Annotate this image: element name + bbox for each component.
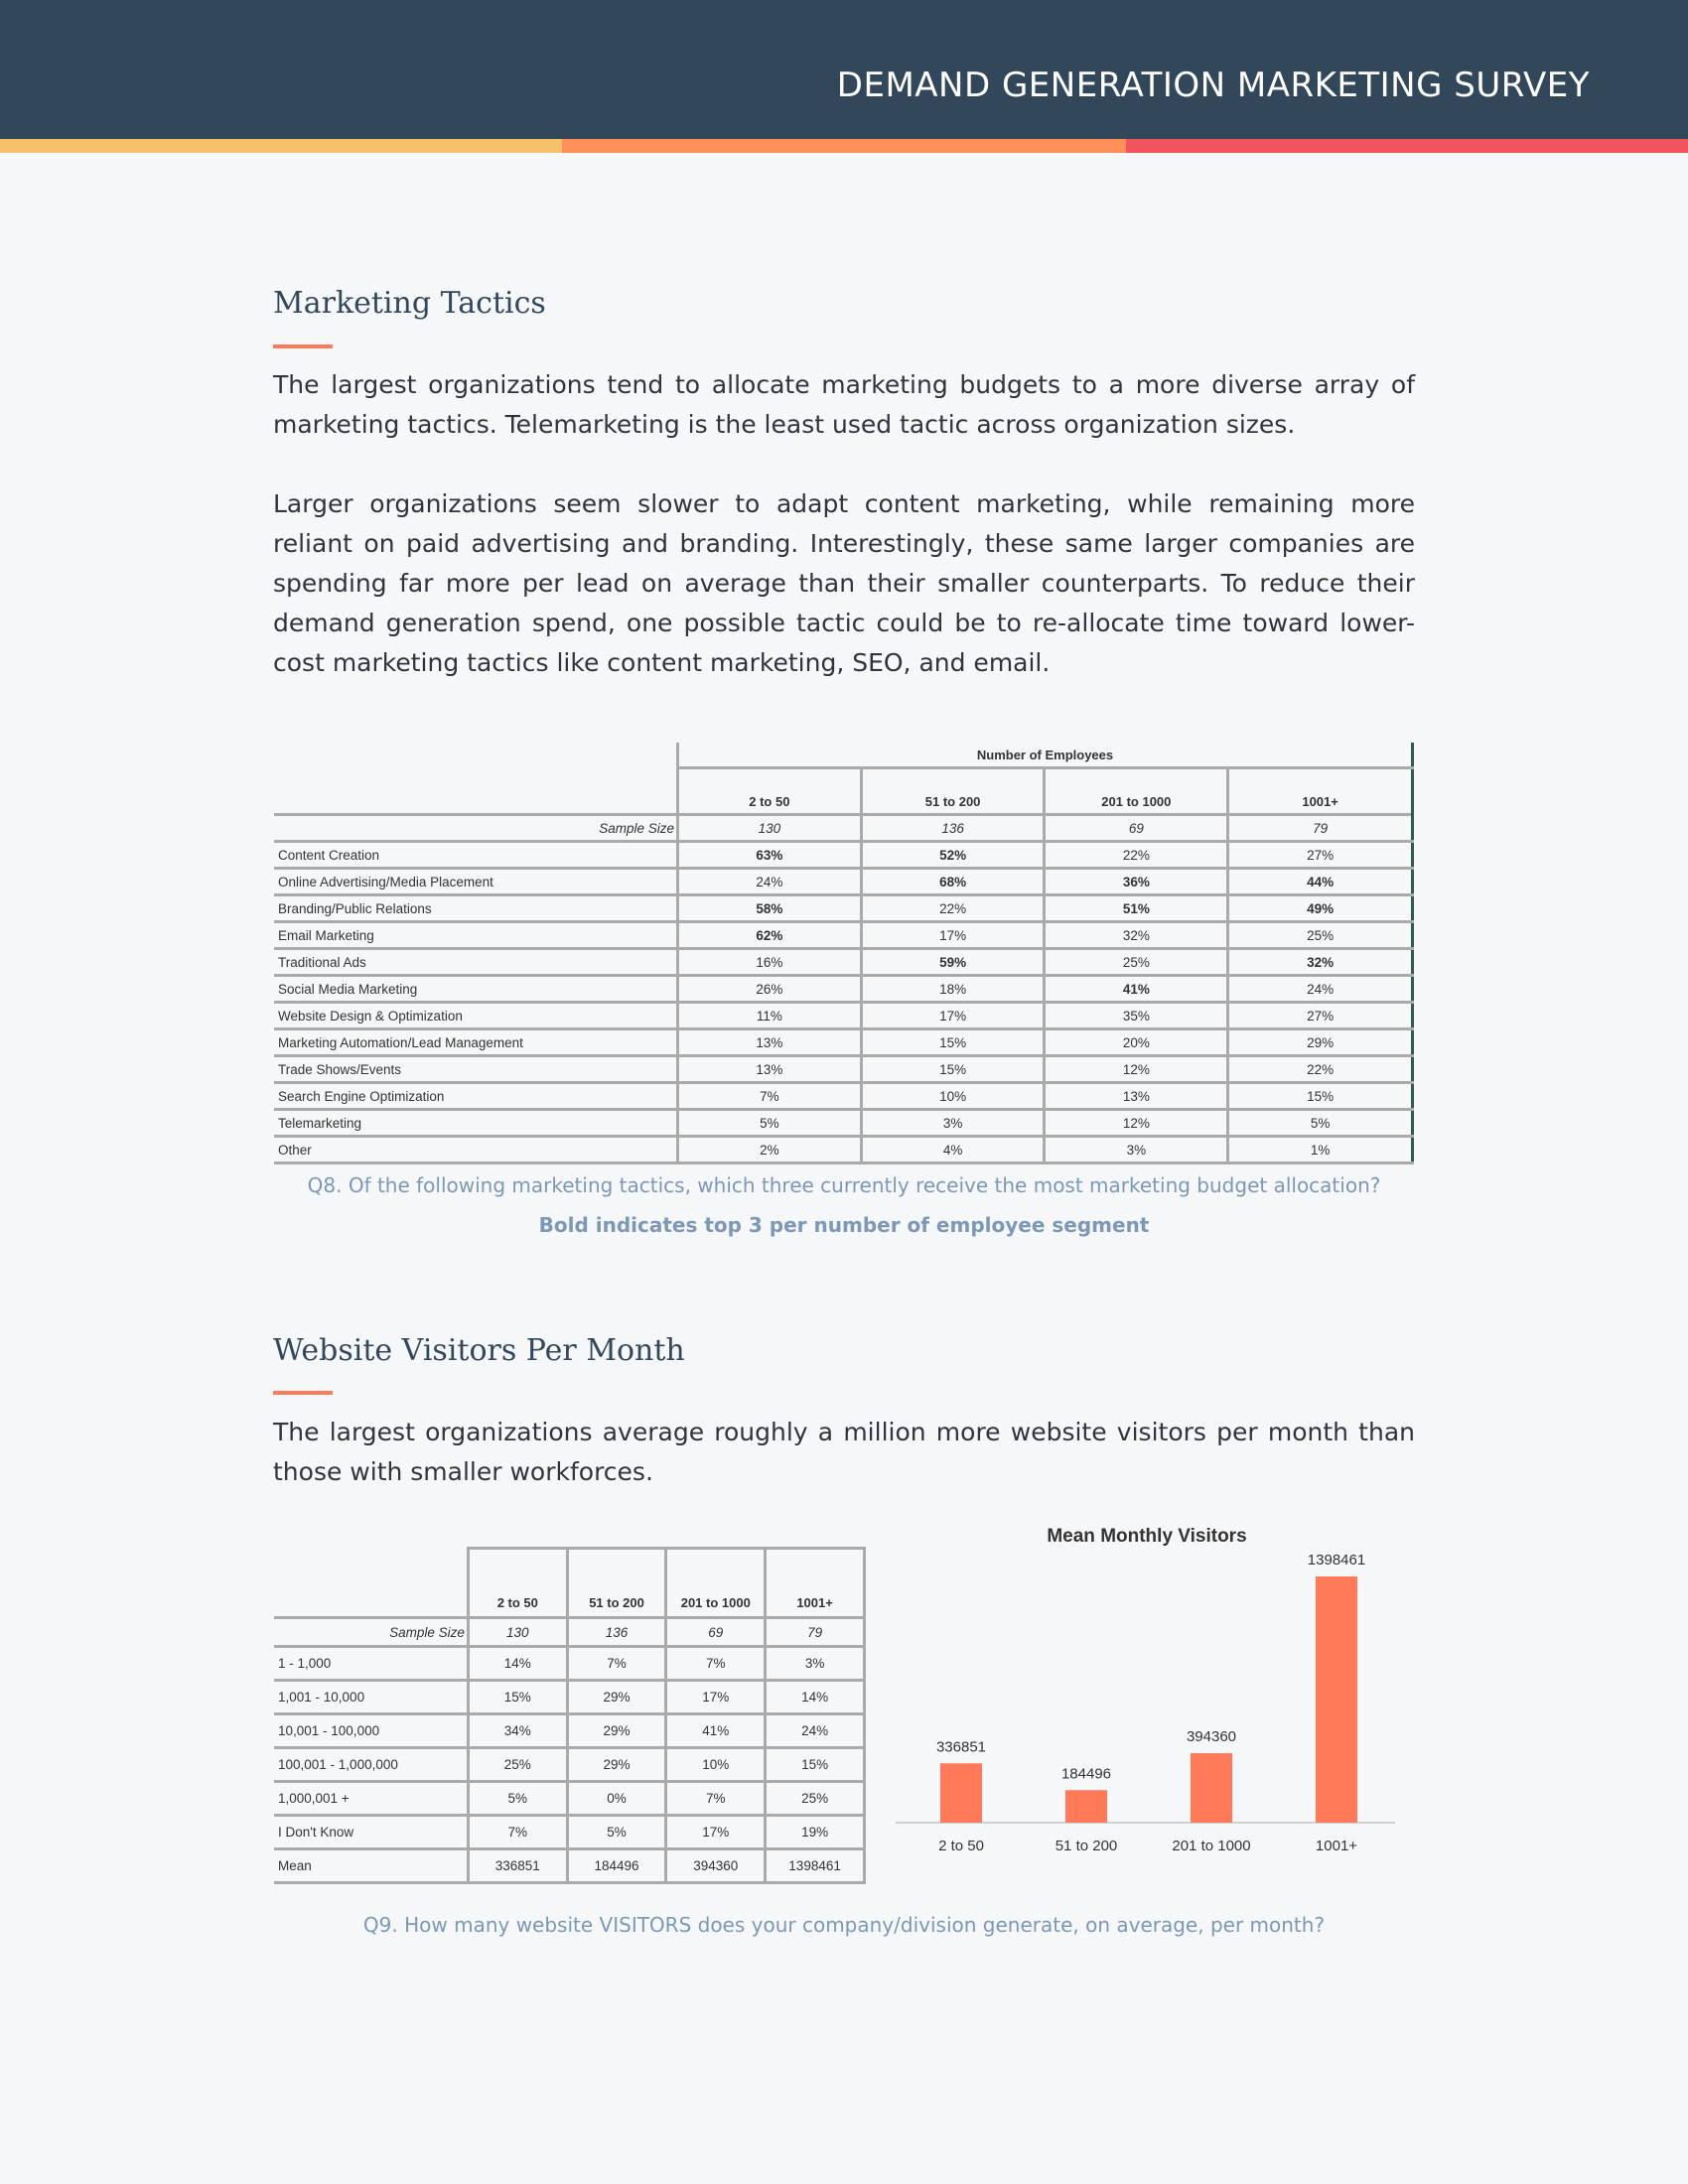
value-cell: 59%: [861, 949, 1045, 976]
row-label: 1 - 1,000: [274, 1647, 468, 1681]
value-cell: 36%: [1045, 869, 1228, 895]
section-rule: [273, 1391, 333, 1395]
value-cell: 184496: [567, 1849, 666, 1883]
value-cell: 63%: [678, 842, 862, 869]
value-cell: 2%: [678, 1137, 862, 1163]
value-cell: 41%: [666, 1714, 766, 1748]
section-title-website-visitors: Website Visitors Per Month: [273, 1333, 685, 1368]
accent-stripe-orange: [562, 139, 1126, 153]
table-note: Bold indicates top 3 per number of employee segment: [538, 1213, 1150, 1237]
value-cell: 5%: [1228, 1110, 1413, 1137]
value-cell: 41%: [1045, 976, 1228, 1003]
value-cell: 7%: [666, 1782, 766, 1816]
row-label: 1,000,001 +: [274, 1782, 468, 1816]
chart-data-label: 1398461: [1307, 1552, 1366, 1569]
value-cell: 12%: [1045, 1056, 1228, 1083]
column-header: 51 to 200: [861, 768, 1045, 815]
value-cell: 14%: [766, 1681, 865, 1714]
value-cell: 15%: [861, 1029, 1045, 1056]
column-header: 201 to 1000: [1045, 768, 1228, 815]
value-cell: 7%: [567, 1647, 666, 1681]
table-row: [274, 1056, 1413, 1083]
value-cell: 17%: [666, 1681, 766, 1714]
value-cell: 25%: [468, 1748, 567, 1782]
section-paragraph: The largest organizations tend to allocate marketing budgets to a more diverse array of marketing tactics. Telemarketing is the least used tactic across organization sizes.: [273, 370, 1415, 439]
chart-tick-label: 51 to 200: [1055, 1838, 1118, 1854]
value-cell: 5%: [468, 1782, 567, 1816]
row-label: Telemarketing: [274, 1110, 678, 1137]
marketing-tactics-table: [274, 743, 1414, 1164]
row-label: Marketing Automation/Lead Management: [274, 1029, 678, 1056]
value-cell: 22%: [861, 895, 1045, 922]
value-cell: 24%: [766, 1714, 865, 1748]
row-label: Mean: [274, 1849, 468, 1883]
value-cell: 15%: [861, 1056, 1045, 1083]
value-cell: 24%: [1228, 976, 1413, 1003]
value-cell: 13%: [1045, 1083, 1228, 1110]
table-row: [274, 1137, 1413, 1163]
value-cell: 5%: [567, 1816, 666, 1849]
value-cell: 16%: [678, 949, 862, 976]
value-cell: 17%: [861, 1003, 1045, 1029]
table-row: [274, 895, 1413, 922]
value-cell: 34%: [468, 1714, 567, 1748]
table-row: [274, 1647, 865, 1681]
sample-size-cell: 79: [1228, 815, 1413, 842]
section-paragraph: Larger organizations seem slower to adapt content marketing, while remaining more reliant on paid advertising and branding. Interestingly, these same larger companies are spending far more per lead on average than their smaller counterparts. To reduce their demand generation spend, one possible tactic could be to re-allocate time toward lower-cost marketing tactics like content marketing, SEO, and email.: [273, 489, 1415, 677]
value-cell: 32%: [1045, 922, 1228, 949]
value-cell: 26%: [678, 976, 862, 1003]
chart-bar: [1316, 1576, 1357, 1823]
value-cell: 15%: [1228, 1083, 1413, 1110]
column-header: 2 to 50: [678, 768, 862, 815]
column-header: 1001+: [766, 1549, 865, 1618]
value-cell: 15%: [766, 1748, 865, 1782]
value-cell: 13%: [678, 1029, 862, 1056]
value-cell: 29%: [1228, 1029, 1413, 1056]
sample-size-cell: 136: [567, 1618, 666, 1647]
row-label: 100,001 - 1,000,000: [274, 1748, 468, 1782]
value-cell: 15%: [468, 1681, 567, 1714]
row-label: Content Creation: [274, 842, 678, 869]
chart-data-label: 394360: [1186, 1728, 1237, 1746]
column-header: 51 to 200: [567, 1549, 666, 1618]
value-cell: 5%: [678, 1110, 862, 1137]
value-cell: 58%: [678, 895, 862, 922]
value-cell: 24%: [678, 869, 862, 895]
section-paragraph: The largest organizations average roughly a million more website visitors per month than those with smaller workforces.: [273, 1418, 1415, 1486]
table-row: [274, 1849, 865, 1883]
value-cell: 0%: [567, 1782, 666, 1816]
column-header: 201 to 1000: [666, 1549, 766, 1618]
value-cell: 29%: [567, 1748, 666, 1782]
value-cell: 14%: [468, 1647, 567, 1681]
website-visitors-table: [274, 1547, 866, 1884]
row-label: Trade Shows/Events: [274, 1056, 678, 1083]
table-row: [274, 1748, 865, 1782]
chart-bar: [940, 1763, 982, 1823]
value-cell: 17%: [861, 922, 1045, 949]
value-cell: 1398461: [766, 1849, 865, 1883]
table-row: [274, 922, 1413, 949]
table-caption: Q9. How many website VISITORS does your company/division generate, on average, per month?: [362, 1913, 1326, 1937]
table-row: [274, 1083, 1413, 1110]
chart-bar: [1065, 1790, 1107, 1823]
row-label: 1,001 - 10,000: [274, 1681, 468, 1714]
row-label: 10,001 - 100,000: [274, 1714, 468, 1748]
sample-size-cell: 69: [666, 1618, 766, 1647]
value-cell: 62%: [678, 922, 862, 949]
sample-size-cell: 79: [766, 1618, 865, 1647]
value-cell: 13%: [678, 1056, 862, 1083]
value-cell: 52%: [861, 842, 1045, 869]
value-cell: 12%: [1045, 1110, 1228, 1137]
value-cell: 51%: [1045, 895, 1228, 922]
chart-data-label: 184496: [1060, 1765, 1112, 1783]
sample-size-label: Sample Size: [274, 815, 678, 842]
value-cell: 27%: [1228, 1003, 1413, 1029]
chart-data-label: 336851: [935, 1738, 987, 1756]
value-cell: 11%: [678, 1003, 862, 1029]
column-header: 1001+: [1228, 768, 1413, 815]
value-cell: 22%: [1045, 842, 1228, 869]
value-cell: 7%: [468, 1816, 567, 1849]
table-caption: Q8. Of the following marketing tactics, which three currently receive the most marketing budget allocation?: [307, 1173, 1381, 1197]
sample-size-cell: 136: [861, 815, 1045, 842]
table-row: [274, 1681, 865, 1714]
row-label: Other: [274, 1137, 678, 1163]
value-cell: 3%: [766, 1647, 865, 1681]
value-cell: 7%: [678, 1083, 862, 1110]
chart-bar: [1191, 1753, 1232, 1823]
row-label: Search Engine Optimization: [274, 1083, 678, 1110]
group-header: Number of Employees: [678, 743, 1413, 768]
value-cell: 32%: [1228, 949, 1413, 976]
accent-stripe-red: [1126, 139, 1688, 153]
value-cell: 18%: [861, 976, 1045, 1003]
row-label: Social Media Marketing: [274, 976, 678, 1003]
value-cell: 25%: [1045, 949, 1228, 976]
sample-size-cell: 69: [1045, 815, 1228, 842]
section-title-marketing-tactics: Marketing Tactics: [273, 286, 546, 321]
value-cell: 25%: [1228, 922, 1413, 949]
table-row: [274, 1029, 1413, 1056]
table-row: [274, 976, 1413, 1003]
value-cell: 336851: [468, 1849, 567, 1883]
chart-tick-label: 2 to 50: [938, 1838, 984, 1854]
value-cell: 10%: [666, 1748, 766, 1782]
value-cell: 29%: [567, 1681, 666, 1714]
value-cell: 17%: [666, 1816, 766, 1849]
row-label: I Don't Know: [274, 1816, 468, 1849]
value-cell: 1%: [1228, 1137, 1413, 1163]
sample-size-label: Sample Size: [274, 1618, 468, 1647]
table-row: [274, 949, 1413, 976]
value-cell: 35%: [1045, 1003, 1228, 1029]
value-cell: 25%: [766, 1782, 865, 1816]
value-cell: 68%: [861, 869, 1045, 895]
value-cell: 19%: [766, 1816, 865, 1849]
value-cell: 49%: [1228, 895, 1413, 922]
document-title: DEMAND GENERATION MARKETING SURVEY: [836, 66, 1590, 105]
table-row: [274, 869, 1413, 895]
accent-stripe-yellow: [0, 139, 562, 153]
value-cell: 4%: [861, 1137, 1045, 1163]
table-row: [274, 842, 1413, 869]
value-cell: 3%: [1045, 1137, 1228, 1163]
value-cell: 44%: [1228, 869, 1413, 895]
row-label: Website Design & Optimization: [274, 1003, 678, 1029]
row-label: Email Marketing: [274, 922, 678, 949]
section-rule: [273, 344, 333, 348]
chart-tick-label: 201 to 1000: [1172, 1838, 1251, 1854]
table-row: [274, 1714, 865, 1748]
value-cell: 22%: [1228, 1056, 1413, 1083]
value-cell: 27%: [1228, 842, 1413, 869]
table-row: [274, 1003, 1413, 1029]
value-cell: 394360: [666, 1849, 766, 1883]
table-row: [274, 1816, 865, 1849]
sample-size-cell: 130: [468, 1618, 567, 1647]
column-header: 2 to 50: [468, 1549, 567, 1618]
value-cell: 7%: [666, 1647, 766, 1681]
chart-tick-label: 1001+: [1315, 1838, 1358, 1854]
row-label: Branding/Public Relations: [274, 895, 678, 922]
table-row: [274, 1782, 865, 1816]
value-cell: 29%: [567, 1714, 666, 1748]
chart-title: Mean Monthly Visitors: [1047, 1526, 1247, 1547]
value-cell: 20%: [1045, 1029, 1228, 1056]
page-header: [0, 0, 1688, 139]
row-label: Traditional Ads: [274, 949, 678, 976]
mean-monthly-visitors-chart: [894, 1519, 1410, 1866]
value-cell: 3%: [861, 1110, 1045, 1137]
sample-size-cell: 130: [678, 815, 862, 842]
value-cell: 10%: [861, 1083, 1045, 1110]
table-row: [274, 1110, 1413, 1137]
row-label: Online Advertising/Media Placement: [274, 869, 678, 895]
